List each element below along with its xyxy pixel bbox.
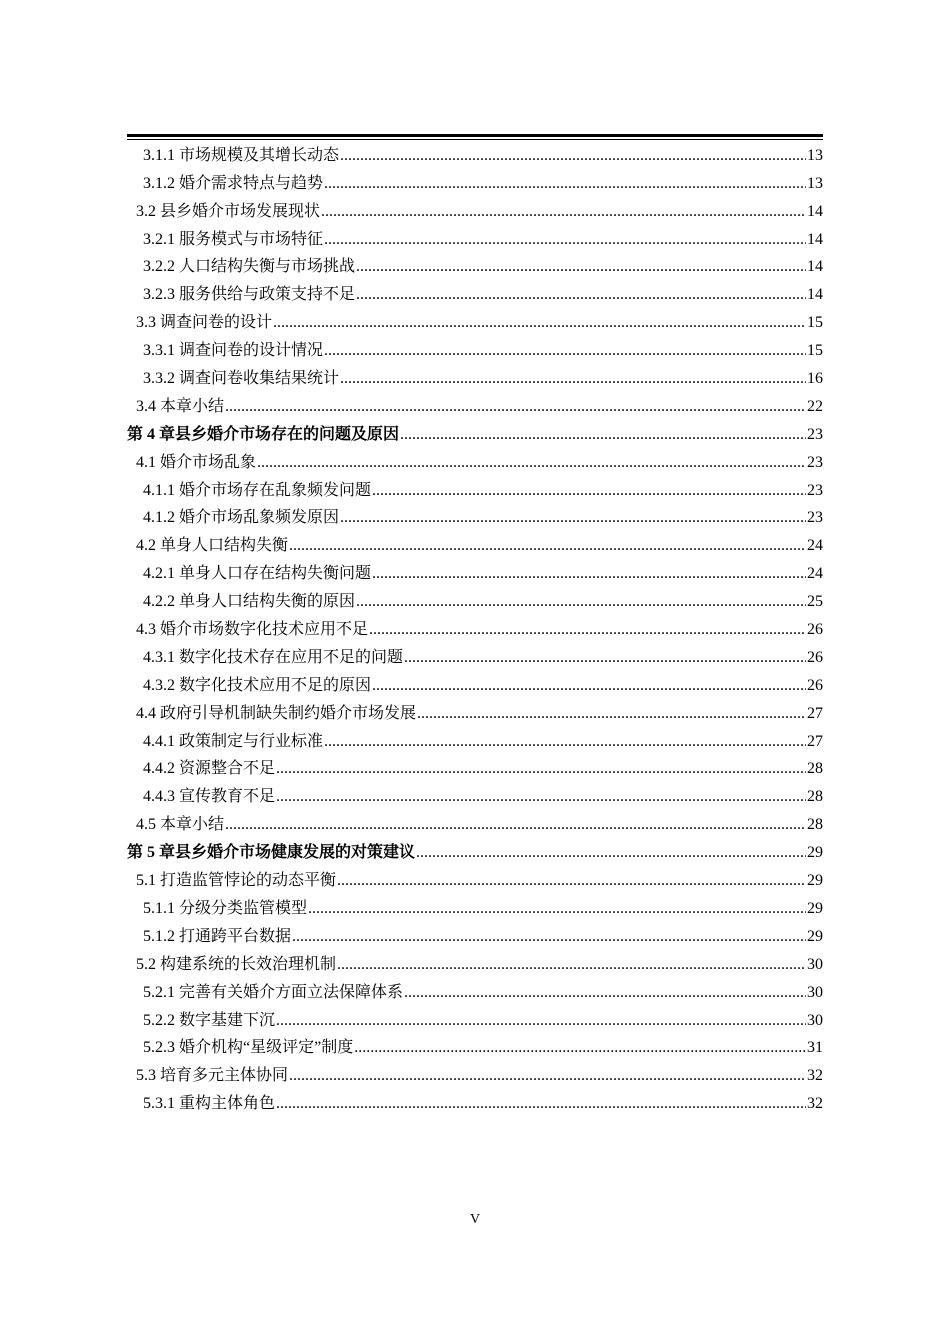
toc-entry-title: 3.1.2 婚介需求特点与趋势 xyxy=(143,174,324,192)
toc-entry[interactable] xyxy=(127,863,823,891)
toc-dot-leader xyxy=(276,787,806,807)
toc-dot-leader xyxy=(356,257,806,277)
toc-entry[interactable] xyxy=(127,389,823,417)
toc-entry-title: 3.2.1 服务模式与市场特征 xyxy=(143,230,324,248)
toc-entry-page: 23 xyxy=(807,481,823,499)
toc-entry-page: 23 xyxy=(807,425,823,443)
toc-entry[interactable] xyxy=(127,222,823,250)
toc-dot-leader xyxy=(324,341,806,361)
toc-entry[interactable] xyxy=(127,975,823,1003)
toc-entry-title: 5.3 培育多元主体协同 xyxy=(136,1067,289,1085)
toc-entry-page: 28 xyxy=(807,760,823,778)
toc-entry-page: 29 xyxy=(807,844,823,862)
toc-entry-title: 4.3.2 数字化技术应用不足的原因 xyxy=(143,676,372,694)
toc-entry[interactable] xyxy=(127,919,823,947)
toc-dot-leader xyxy=(372,564,806,584)
toc-entry-title: 4.2.1 单身人口存在结构失衡问题 xyxy=(143,565,372,583)
toc-entry-title: 5.2.3 婚介机构“星级评定”制度 xyxy=(143,1039,354,1057)
toc-dot-leader xyxy=(324,230,806,250)
toc-entry[interactable] xyxy=(127,612,823,640)
toc-entry-title: 4.3.1 数字化技术存在应用不足的问题 xyxy=(143,648,404,666)
toc-entry[interactable] xyxy=(127,333,823,361)
toc-entry-page: 23 xyxy=(807,509,823,527)
toc-dot-leader xyxy=(225,815,806,835)
toc-dot-leader xyxy=(416,843,806,863)
toc-entry-title: 5.1.1 分级分类监管模型 xyxy=(143,899,308,917)
toc-entry[interactable] xyxy=(127,640,823,668)
toc-dot-leader xyxy=(417,704,806,724)
toc-dot-leader xyxy=(292,927,806,947)
toc-entry-page: 29 xyxy=(807,899,823,917)
toc-entry-page: 27 xyxy=(807,704,823,722)
toc-dot-leader xyxy=(369,620,806,640)
toc-dot-leader xyxy=(400,425,806,445)
toc-dot-leader xyxy=(404,648,806,668)
toc-entry-title: 4.1.1 婚介市场存在乱象频发问题 xyxy=(143,481,372,499)
toc-entry-title: 4.4.2 资源整合不足 xyxy=(143,760,276,778)
toc-dot-leader xyxy=(308,899,806,919)
toc-entry[interactable] xyxy=(127,361,823,389)
toc-entry-title: 4.4 政府引导机制缺失制约婚介市场发展 xyxy=(136,704,417,722)
toc-dot-leader xyxy=(354,1038,806,1058)
toc-entry-title: 5.3.1 重构主体角色 xyxy=(143,1095,276,1113)
toc-entry-page: 28 xyxy=(807,788,823,806)
toc-dot-leader xyxy=(276,1011,806,1031)
toc-entry-page: 26 xyxy=(807,648,823,666)
toc-entry-page: 28 xyxy=(807,816,823,834)
toc-entry-title: 4.2 单身人口结构失衡 xyxy=(136,537,289,555)
toc-entry[interactable] xyxy=(127,1031,823,1059)
toc-entry[interactable] xyxy=(127,194,823,222)
toc-entry-page: 24 xyxy=(807,565,823,583)
toc-entry[interactable] xyxy=(127,528,823,556)
toc-entry-page: 14 xyxy=(807,202,823,220)
toc-entry-page: 13 xyxy=(807,146,823,164)
toc-dot-leader xyxy=(321,202,806,222)
toc-entry-page: 14 xyxy=(807,286,823,304)
toc-dot-leader xyxy=(225,397,806,417)
toc-entry-page: 26 xyxy=(807,621,823,639)
toc-entry-page: 14 xyxy=(807,258,823,276)
toc-entry[interactable] xyxy=(127,584,823,612)
toc-entry-page: 30 xyxy=(807,983,823,1001)
toc-entry-title: 3.2 县乡婚介市场发展现状 xyxy=(136,202,321,220)
toc-entry-page: 29 xyxy=(807,872,823,890)
toc-entry-title: 第 4 章县乡婚介市场存在的问题及原因 xyxy=(127,425,400,443)
toc-entry-page: 30 xyxy=(807,955,823,973)
page-number: V xyxy=(469,1212,481,1227)
toc-entry[interactable] xyxy=(127,696,823,724)
toc-entry[interactable] xyxy=(127,417,823,445)
toc-dot-leader xyxy=(257,453,806,473)
toc-entry[interactable] xyxy=(127,1086,823,1114)
toc-dot-leader xyxy=(324,732,806,752)
toc-entry-title: 4.5 本章小结 xyxy=(136,816,225,834)
toc-entry-page: 30 xyxy=(807,1011,823,1029)
toc-entry[interactable] xyxy=(127,947,823,975)
toc-entry[interactable] xyxy=(127,807,823,835)
toc-dot-leader xyxy=(273,313,806,333)
toc-entry-title: 4.1 婚介市场乱象 xyxy=(136,453,257,471)
toc-dot-leader xyxy=(337,871,806,891)
toc-entry[interactable] xyxy=(127,138,823,166)
toc-entry-title: 3.4 本章小结 xyxy=(136,397,225,415)
toc-dot-leader xyxy=(356,285,806,305)
toc-entry-title: 5.2.1 完善有关婚介方面立法保障体系 xyxy=(143,983,404,1001)
toc-dot-leader xyxy=(340,369,806,389)
toc-entry-title: 3.3.1 调查问卷的设计情况 xyxy=(143,342,324,360)
toc-entry-title: 4.4.1 政策制定与行业标准 xyxy=(143,732,324,750)
toc-entry-page: 14 xyxy=(807,230,823,248)
toc-entry[interactable] xyxy=(127,1003,823,1031)
toc-entry-page: 16 xyxy=(807,370,823,388)
toc-entry-title: 4.2.2 单身人口结构失衡的原因 xyxy=(143,593,356,611)
toc-entry-title: 3.3 调查问卷的设计 xyxy=(136,314,273,332)
toc-entry[interactable] xyxy=(127,724,823,752)
table-of-contents xyxy=(127,138,823,1114)
toc-dot-leader xyxy=(276,759,806,779)
toc-dot-leader xyxy=(404,983,806,1003)
toc-entry-page: 13 xyxy=(807,174,823,192)
toc-dot-leader xyxy=(324,174,806,194)
toc-entry-page: 31 xyxy=(807,1039,823,1057)
toc-entry-page: 25 xyxy=(807,593,823,611)
toc-dot-leader xyxy=(372,676,806,696)
toc-entry-title: 4.1.2 婚介市场乱象频发原因 xyxy=(143,509,340,527)
toc-dot-leader xyxy=(340,508,806,528)
toc-entry-page: 26 xyxy=(807,676,823,694)
toc-entry-page: 24 xyxy=(807,537,823,555)
toc-dot-leader xyxy=(276,1094,806,1114)
toc-entry-page: 32 xyxy=(807,1095,823,1113)
toc-entry-page: 15 xyxy=(807,342,823,360)
toc-entry[interactable] xyxy=(127,752,823,780)
toc-entry-title: 3.2.2 人口结构失衡与市场挑战 xyxy=(143,258,356,276)
toc-entry[interactable] xyxy=(127,501,823,529)
toc-dot-leader xyxy=(289,1066,806,1086)
toc-entry-page: 22 xyxy=(807,397,823,415)
toc-entry-title: 5.1.2 打通跨平台数据 xyxy=(143,927,292,945)
toc-entry[interactable] xyxy=(127,250,823,278)
toc-entry[interactable] xyxy=(127,473,823,501)
toc-entry-title: 4.4.3 宣传教育不足 xyxy=(143,788,276,806)
toc-entry-title: 3.3.2 调查问卷收集结果统计 xyxy=(143,370,340,388)
toc-dot-leader xyxy=(340,146,806,166)
toc-entry[interactable] xyxy=(127,1058,823,1086)
toc-entry-page: 29 xyxy=(807,927,823,945)
toc-dot-leader xyxy=(289,536,806,556)
toc-entry[interactable] xyxy=(127,305,823,333)
toc-entry-page: 23 xyxy=(807,453,823,471)
toc-entry-title: 5.2 构建系统的长效治理机制 xyxy=(136,955,337,973)
toc-entry[interactable] xyxy=(127,166,823,194)
toc-entry[interactable] xyxy=(127,835,823,863)
toc-entry-page: 15 xyxy=(807,314,823,332)
toc-entry-title: 3.2.3 服务供给与政策支持不足 xyxy=(143,286,356,304)
toc-entry[interactable] xyxy=(127,277,823,305)
toc-entry-page: 32 xyxy=(807,1067,823,1085)
toc-entry[interactable] xyxy=(127,779,823,807)
toc-dot-leader xyxy=(337,955,806,975)
toc-entry-page: 27 xyxy=(807,732,823,750)
toc-entry-title: 3.1.1 市场规模及其增长动态 xyxy=(143,146,340,164)
toc-entry-title: 5.2.2 数字基建下沉 xyxy=(143,1011,276,1029)
toc-dot-leader xyxy=(372,481,806,501)
toc-entry[interactable] xyxy=(127,668,823,696)
toc-entry[interactable] xyxy=(127,556,823,584)
toc-dot-leader xyxy=(356,592,806,612)
toc-entry-title: 第 5 章县乡婚介市场健康发展的对策建议 xyxy=(127,844,416,862)
toc-entry[interactable] xyxy=(127,891,823,919)
toc-entry-title: 4.3 婚介市场数字化技术应用不足 xyxy=(136,621,369,639)
toc-entry-title: 5.1 打造监管悖论的动态平衡 xyxy=(136,872,337,890)
toc-entry[interactable] xyxy=(127,445,823,473)
